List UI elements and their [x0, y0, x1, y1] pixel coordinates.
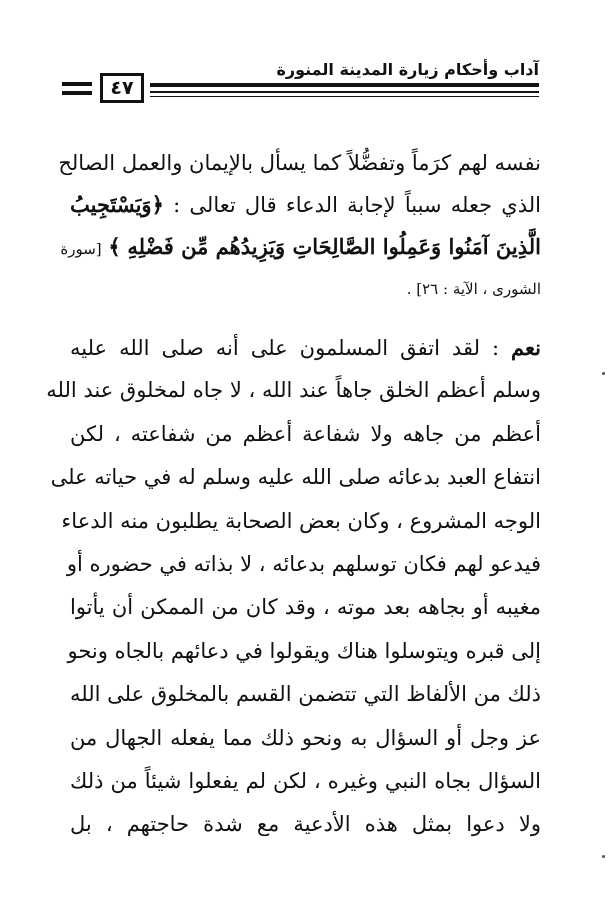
page-body — [46, 142, 541, 847]
quran-verse: الَّذِينَ آمَنُوا وَعَمِلُوا الصَّالِحَاتِ وَيَزِيدُهُم مِّن فَضْلِهِ — [127, 234, 541, 259]
paragraph-keyword: نعم — [511, 335, 541, 360]
text-line: إلى قبره ويتوسلوا هناك ويقولوا في دعائهم بالجاه ونحو — [67, 638, 541, 663]
text-line: السؤال بجاه النبي وغيره ، لكن لم يفعلوا شيئاً من ذلك — [70, 768, 541, 793]
header-rule — [150, 83, 539, 97]
text-line: عز وجل أو السؤال به ونحو ذلك مما يفعله الجهال من — [70, 725, 541, 750]
page-number-ornament — [62, 82, 92, 96]
text-line: نعم : لقد اتفق المسلمون على أنه صلى الله عليه — [70, 335, 541, 360]
text-line: فيدعو لهم فكان توسلهم بدعائه ، لا بذاته في حضوره أو — [66, 551, 541, 576]
text-line — [60, 226, 541, 268]
text-line: وسلم أعظم الخلق جاهاً عند الله ، لا جاه لمخلوق عند الله — [46, 378, 541, 403]
paragraph — [58, 142, 541, 310]
text-line: الشورى ، الآية : ٢٦] . — [406, 280, 541, 298]
text-line: ولا دعوا بمثل هذه الأدعية مع شدة حاجتهم ، بل — [70, 812, 541, 837]
scan-speck — [602, 372, 605, 375]
page-number: ٤٧ — [100, 73, 144, 103]
running-header-title: آداب وأحكام زيارة المدينة المنورة — [276, 60, 539, 79]
quran-verse-start: ﴿وَيَسْتَجِيبُ — [70, 192, 164, 217]
surah-reference: [سورة — [60, 240, 102, 258]
text-line: الذي جعله سبباً لإجابة الدعاء قال تعالى : ﴿وَيَسْتَجِيبُ — [70, 192, 541, 217]
text-line: ذلك من الألفاظ التي تتضمن القسم بالمخلوق على الله — [70, 682, 541, 707]
paragraph — [46, 326, 541, 847]
text-line: انتفاع العبد بدعائه صلى الله عليه وسلم له في حياته على — [50, 465, 541, 490]
text-line: أعظم من جاهه ولا شفاعة أعظم من شفاعته ، لكن — [70, 421, 541, 446]
scan-speck — [602, 855, 605, 858]
text-line: الوجه المشروع ، وكان بعض الصحابة يطلبون منه الدعاء — [61, 508, 541, 533]
text-line: نفسه لهم كرَماً وتفضُّلاً كما يسأل بالإيمان والعمل الصالح — [58, 151, 541, 175]
text-line: مغيبه أو بجاهه بعد موته ، وقد كان من الممكن أن يأتوا — [70, 595, 541, 620]
quran-end-mark: ﴾ — [108, 234, 121, 259]
